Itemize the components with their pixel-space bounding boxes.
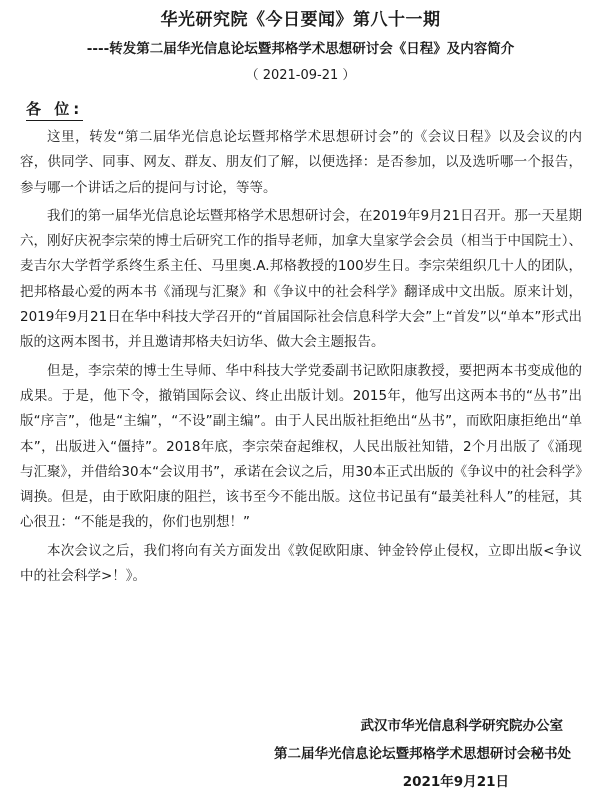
signature-date: 2021年9月21日 bbox=[402, 774, 509, 790]
signature-org-secretariat: 第二届华光信息论坛暨邦格学术思想研讨会秘书处 bbox=[274, 746, 571, 762]
paragraph-2: 我们的第一届华光信息论坛暨邦格学术思想研讨会，在2019年9月21日召开。那一天星期六，刚好庆祝李宗荣的博士后研究工作的指导老师，加拿大皇家学会会员（相当于中国院士）、麦吉尔大学哲学系终生系主任、马里奥.A.邦格教授的100岁生日。李宗荣组织几十人的团队，把邦格最心爱的两本书《涌现与汇聚》和《争议中的社会科学》翻译成中文出版。原来计划，2019年9月21日在华中科技大学召开的“首届国际社会信息科学大会”上“首发”以“单本”形式出版的这两本图书，并且邀请邦格夫妇访华、做大会主题报告。 bbox=[20, 207, 582, 351]
document-title: 华光研究院《今日要闻》第八十一期 bbox=[160, 10, 441, 30]
letter-body bbox=[20, 125, 582, 592]
document-date: （ 2021-09-21 ） bbox=[245, 68, 356, 83]
paragraph-1: 这里，转发“第二届华光信息论坛暨邦格学术思想研讨会”的《会议日程》以及会议的内容，供同学、同事、网友、群友、朋友们了解，以便选择：是否参加，以及选听哪一个报告，参与哪一个讲话之后的提问与讨论，等等。 bbox=[20, 129, 582, 196]
paragraph-3: 但是，李宗荣的博士生导师、华中科技大学党委副书记欧阳康教授，要把两本书变成他的成果。于是，他下令，撤销国际会议、终止出版计划。2015年，他写出这两本书的“丛书”出版“序言”，他是“主编”，“不设”副主编”。由于人民出版社拒绝出“丛书”，而欧阳康拒绝出“单本”，出版进入“僵持”。2018年底，李宗荣奋起维权，人民出版社知错，2个月出版了《涌现与汇聚》，并借给30本“会议用书”，承诺在会议之后，用30本正式出版的《争议中的社会科学》调换。但是，由于欧阳康的阻拦，该书至今不能出版。这位书记虽有“最美社科人”的桂冠，其心很丑：“不能是我的，你们也别想！” bbox=[20, 362, 582, 531]
document-subtitle: ----转发第二届华光信息论坛暨邦格学术思想研讨会《日程》及内容简介 bbox=[86, 41, 515, 57]
paragraph-4: 本次会议之后，我们将向有关方面发出《敦促欧阳康、钟金铃停止侵权，立即出版<争议中的社会科学>！》。 bbox=[20, 542, 582, 585]
signature-org-office: 武汉市华光信息科学研究院办公室 bbox=[360, 718, 563, 734]
salutation: 各 位: bbox=[26, 98, 83, 121]
